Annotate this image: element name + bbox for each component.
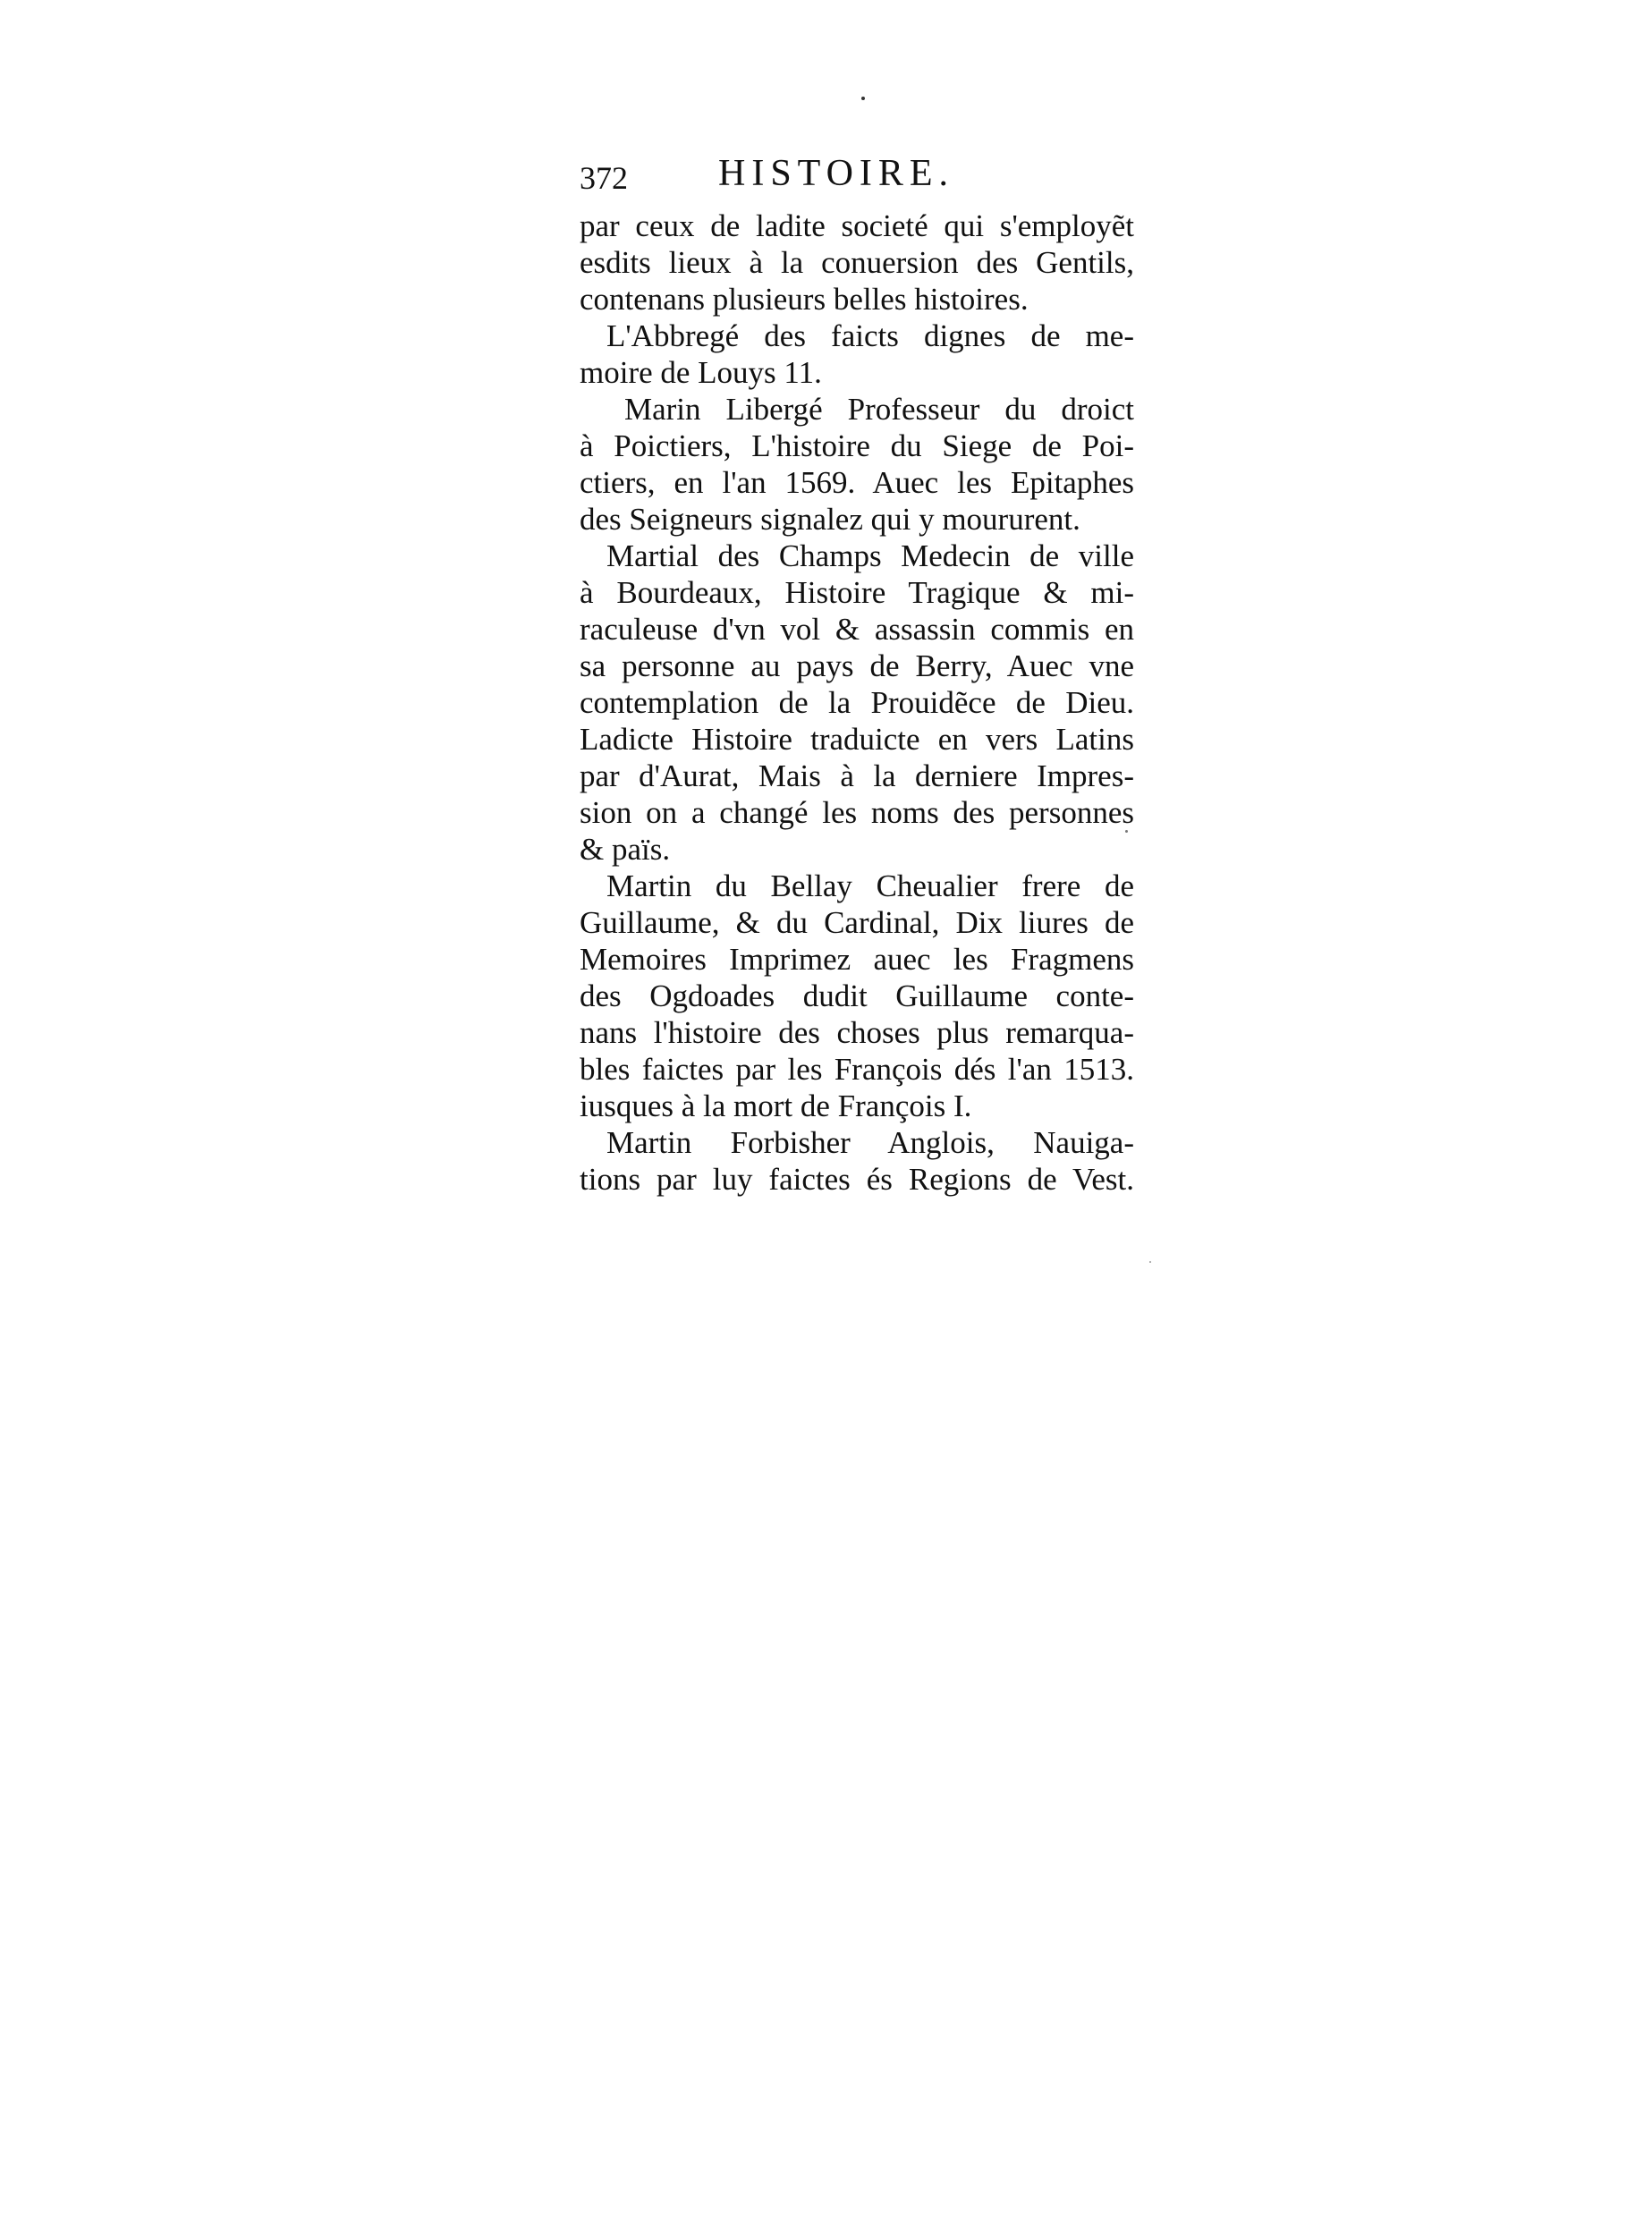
text-line: Ladicte Histoire traduicte en vers Latins (580, 722, 1134, 757)
text-line: bles faictes par les François dés l'an 1513. (580, 1052, 1134, 1087)
text-column (580, 152, 1134, 1198)
text-line: des Ogdoades dudit Guillaume conte- (580, 978, 1134, 1013)
text-line: Martin Forbisher Anglois, Nauiga- (606, 1125, 1134, 1160)
text-line: Guillaume, & du Cardinal, Dix liures de (580, 905, 1134, 940)
text-line: à Poictiers, L'histoire du Siege de Poi- (580, 428, 1134, 463)
text-line: contemplation de la Prouidẽce de Dieu. (580, 685, 1134, 720)
text-line: raculeuse d'vn vol & assassin commis en (580, 612, 1134, 647)
text-line: par d'Aurat, Mais à la derniere Impres- (580, 758, 1134, 793)
body-text (580, 208, 1134, 1198)
text-line: Memoires Imprimez auec les Fragmens (580, 942, 1134, 977)
text-line: sion on a changé les noms des personnes (580, 795, 1134, 830)
text-line: Marin Libergé Professeur du droict (624, 392, 1134, 427)
page-number: 372 (580, 160, 628, 196)
ink-speck (861, 97, 865, 100)
text-line: à Bourdeaux, Histoire Tragique & mi- (580, 575, 1134, 610)
text-line: & païs. (580, 832, 671, 867)
text-line: tions par luy faictes és Regions de Vest. (580, 1162, 1134, 1197)
text-line: ctiers, en l'an 1569. Auec les Epitaphes (580, 465, 1134, 500)
running-title: HISTOIRE. (718, 153, 955, 194)
text-line: par ceux de ladite societé qui s'employẽt (580, 208, 1134, 243)
text-line: nans l'histoire des choses plus remarqua- (580, 1015, 1134, 1050)
text-line: contenans plusieurs belles histoires. (580, 282, 1029, 317)
text-line: esdits lieux à la conuersion des Gentils, (580, 245, 1134, 280)
text-line: L'Abbregé des faicts dignes de me- (606, 318, 1134, 353)
ink-speck (1149, 1261, 1151, 1263)
text-line: des Seigneurs signalez qui y moururent. (580, 502, 1080, 537)
text-line: Martial des Champs Medecin de ville (606, 538, 1134, 573)
text-line: sa personne au pays de Berry, Auec vne (580, 648, 1134, 683)
text-line: moire de Louys 11. (580, 355, 822, 390)
running-head (580, 152, 1134, 208)
text-line: Martin du Bellay Cheualier frere de (606, 868, 1134, 903)
text-line: iusques à la mort de François I. (580, 1088, 972, 1123)
